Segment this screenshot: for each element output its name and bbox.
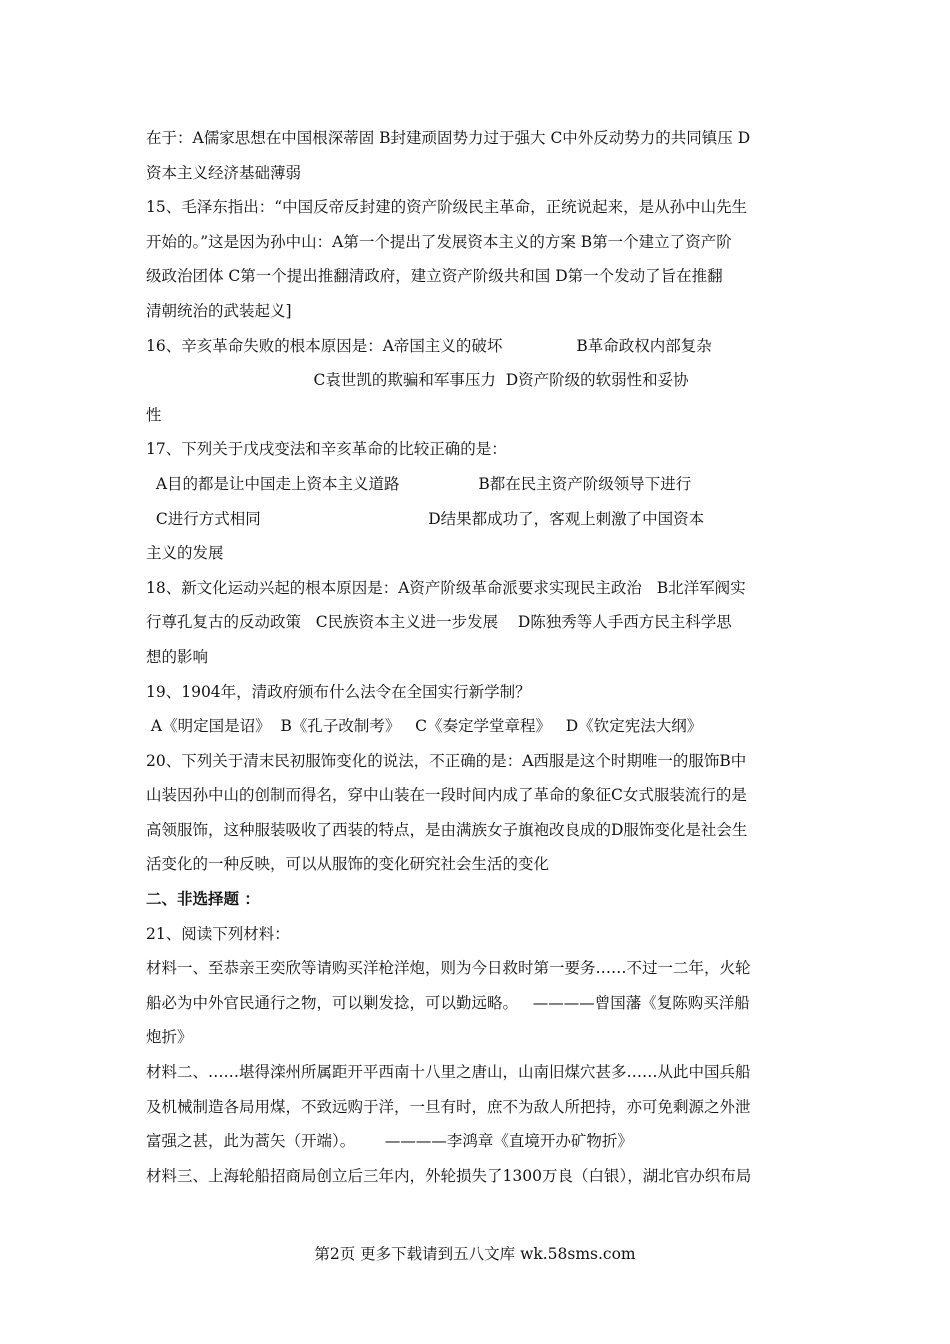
text-line: 资本主义经济基础薄弱 <box>146 163 302 182</box>
text-line: 船必为中外官民通行之物，可以剿发捻，可以勤远略。 ————曾国藩《复陈购买洋船 <box>146 993 750 1012</box>
question-20: 20、下列关于清末民初服饰变化的说法，不正确的是：A西服是这个时期唯一的服饰B中 <box>146 751 747 770</box>
text-line: 性 <box>146 405 162 424</box>
question-19: 19、1904年，清政府颁布什么法令在全国实行新学制？ <box>146 682 531 701</box>
question-15: 15、毛泽东指出：“中国反帝反封建的资产阶级民主革命，正统说起来，是从孙中山先生 <box>146 198 748 217</box>
text-line: A《明定国是诏》 B《孔子改制考》 C《奏定学堂章程》 D《钦定宪法大纲》 <box>146 717 703 736</box>
text-line: 活变化的一种反映，可以从服饰的变化研究社会生活的变化 <box>146 855 550 874</box>
document-body <box>146 121 810 1193</box>
text-line: 山装因孙中山的创制而得名，穿中山装在一段时间内成了革命的象征C女式服装流行的是 <box>146 786 747 805</box>
question-18: 18、新文化运动兴起的根本原因是：A资产阶级革命派要求实现民主政治 B北洋军阀实 <box>146 578 746 597</box>
text-line: 行尊孔复古的反动政策 C民族资本主义进一步发展 D陈独秀等人手西方民主科学思 <box>146 613 732 632</box>
text-line: 在于：A儒家思想在中国根深蒂固 B封建顽固势力过于强大 C中外反动势力的共同镇压 D <box>146 129 751 147</box>
text-line: 高领服饰，这种服装吸收了西装的特点，是由满族女子旗袍改良成的D服饰变化是社会生 <box>146 820 748 839</box>
section-heading: 二、非选择题 ： <box>146 889 260 909</box>
material-3: 材料三、上海轮船招商局创立后三年内，外轮损失了1300万良（白银），湖北官办织布局 <box>146 1166 752 1185</box>
question-17: 17、下列关于戊戌变法和辛亥革命的比较正确的是： <box>146 440 507 459</box>
text-line: 主义的发展 <box>146 544 224 563</box>
question-16: 16、辛亥革命失败的根本原因是：A帝国主义的破坏 B革命政权内部复杂 <box>146 336 712 355</box>
text-line: 炮折》 <box>146 1028 193 1047</box>
text-line: 开始的。”这是因为孙中山：A第一个提出了发展资本主义的方案 B第一个建立了资产阶 <box>146 232 732 251</box>
text-line: 及机械制造各局用煤，不致远购于洋，一旦有时，庶不为敌人所把持，亦可免剩源之外泄 <box>146 1097 751 1116</box>
text-line: C进行方式相同 D结果都成功了，客观上刺激了中国资本 <box>146 509 705 528</box>
material-1: 材料一、至恭亲王奕欣等请购买洋枪洋炮，则为今日救时第一要务……不过一二年，火轮 <box>146 959 751 978</box>
text-line: 富强之甚，此为蒿矢（开端）。 ————李鸿章《直境开办矿物折》 <box>146 1132 633 1151</box>
text-line: 清朝统治的武装起义] <box>146 301 292 320</box>
text-line: 级政治团体 C第一个提出推翻清政府，建立资产阶级共和国 D第一个发动了旨在推翻 <box>146 267 723 286</box>
text-line: A目的都是让中国走上资本主义道路 B都在民主资产阶级领导下进行 <box>146 474 692 493</box>
page-footer: 第2页 更多下载请到五八文库 wk.58sms.com <box>314 1245 636 1263</box>
question-21: 21、阅读下列材料： <box>146 924 290 943</box>
text-line: C袁世凯的欺骗和军事压力 D资产阶级的软弱性和妥协 <box>146 371 689 390</box>
text-line: 想的影响 <box>146 647 209 666</box>
material-2: 材料二、……堪得滦州所属距开平西南十八里之唐山，山南旧煤穴甚多……从此中国兵船 <box>146 1063 751 1082</box>
